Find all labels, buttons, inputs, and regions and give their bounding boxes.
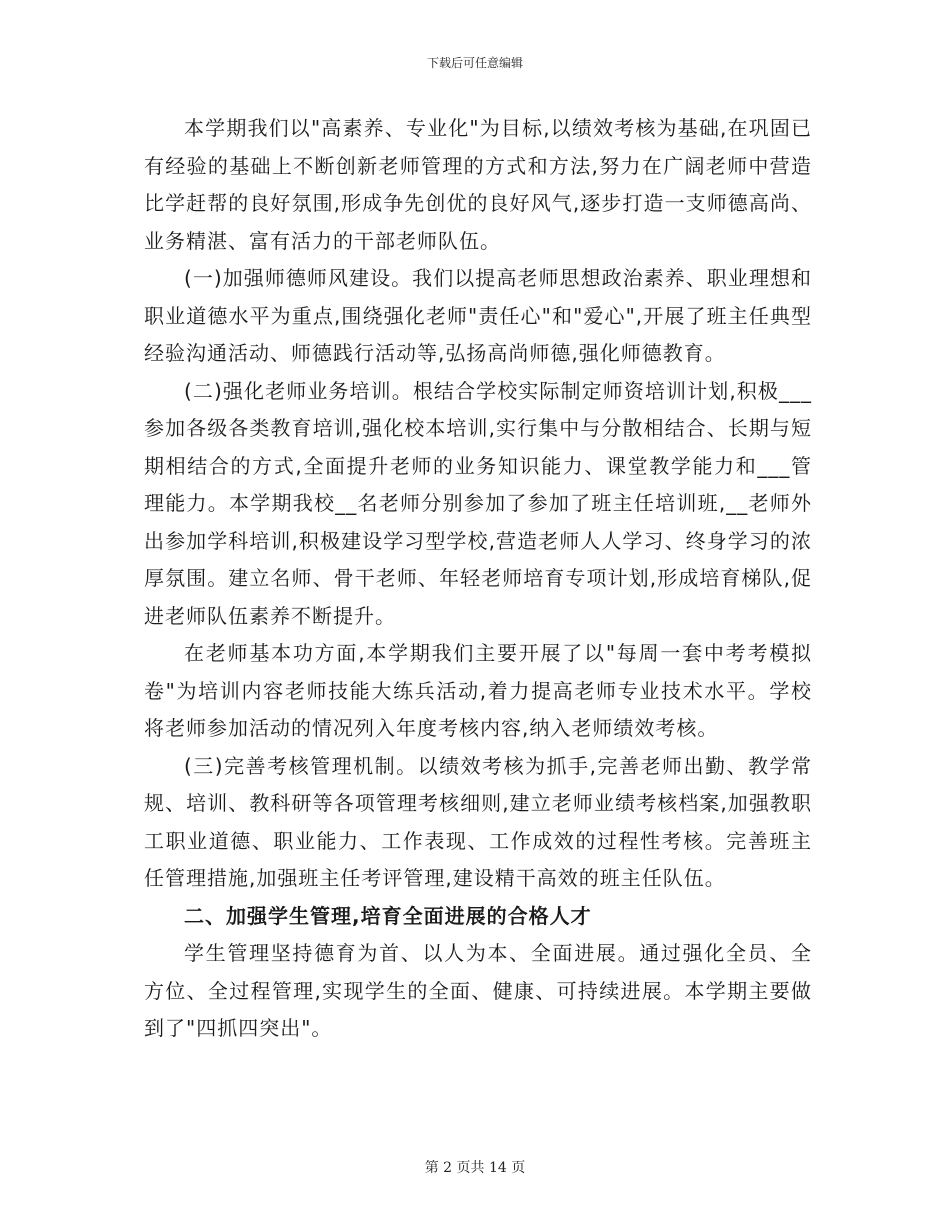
page-number-footer: 第 2 页共 14 页 [424, 1160, 526, 1176]
paragraph-assessment: (三)完善考核管理机制。以绩效考核为抓手,完善老师出勤、教学常规、培训、教科研等各项管理考核细则,建立老师业绩考核档案,加强教职工职业道德、职业能力、工作表现、工作成效的过程性考核。完善班主任管理措施,加强班主任考评管理,建设精干高效的班主任队伍。 [144, 753, 812, 890]
paragraph-ethics: (一)加强师德师风建设。我们以提高老师思想政治素养、职业理想和职业道德水平为重点,围绕强化老师"责任心"和"爱心",开展了班主任典型经验沟通活动、师德践行活动等,弘扬高尚师德,强化师德教育。 [144, 266, 812, 365]
paragraph-intro: 本学期我们以"高素养、专业化"为目标,以绩效考核为基础,在巩固已有经验的基础上不断创新老师管理的方式和方法,努力在广阔老师中营造比学赶帮的良好氛围,形成争先创优的良好风气,逐步打造一支师德高尚、业务精湛、富有活力的干部老师队伍。 [144, 116, 812, 253]
paragraph-training: (二)强化老师业务培训。根结合学校实际制定师资培训计划,积极___参加各级各类教育培训,强化校本培训,实行集中与分散相结合、长期与短期相结合的方式,全面提升老师的业务知识能力、课堂教学能力和___管理能力。本学期我校__名老师分别参加了参加了班主任培训班,__老师外出参加学科培训,积极建设学习型学校,营造老师人人学习、终身学习的浓厚氛围。建立名师、骨干老师、年轻老师培育专项计划,形成培育梯队,促进老师队伍素养不断提升。 [144, 378, 812, 628]
document-body [144, 110, 812, 1048]
paragraph-student-management: 学生管理坚持德育为首、以人为本、全面进展。通过强化全员、全方位、全过程管理,实现学生的全面、健康、可持续进展。本学期主要做到了"四抓四突出"。 [144, 941, 812, 1040]
section-heading-student-management: 二、加强学生管理,培育全面进展的合格人才 [184, 903, 592, 928]
page-header-note: 下载后可任意编辑 [426, 56, 523, 70]
paragraph-basic-skills: 在老师基本功方面,本学期我们主要开展了以"每周一套中考考模拟卷"为培训内容老师技能大练兵活动,着力提高老师专业技术水平。学校将老师参加活动的情况列入年度考核内容,纳入老师绩效考核。 [144, 641, 812, 740]
